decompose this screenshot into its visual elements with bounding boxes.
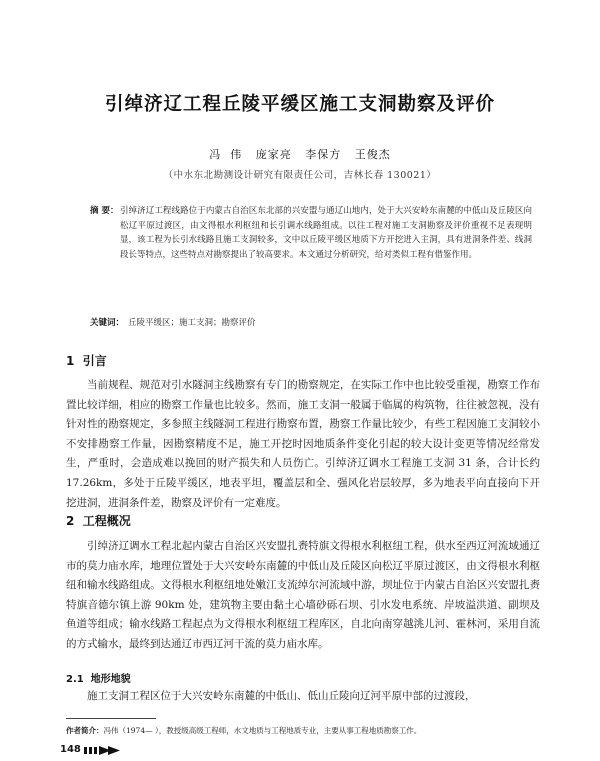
abstract-label: 摘 要： (90, 206, 119, 216)
section-1-body: 当前规程、规范对引水隧洞主线勘察有专门的勘察规定，在实际工作中也比较受重视，勘察工作布置比较详细，相应的勘察工作量也比较多。然而，施工支洞一般属于临属的构筑物，往往被忽视，没有针对性的勘察规定，多参照主线隧洞工程进行勘察布置，勘察工作量比较少，有些工程因施工支洞较小不安排勘察工作量，因勘察精度不足，施工开挖时因地质条件变化引起的较大设计变更等情况经常发生，严重时，会造成难以挽回的财产损失和人员伤亡。引绰济辽调水工程施工支洞 31 条，合计长约 17.26km，多处于丘陵平缓区，地表平坦，覆盖层和全、强风化岩层较厚，多为地表平向直接向下开挖进洞，进洞条件差，勘察及评价有一定难度。 (66, 379, 540, 509)
footnote-label: 作者简介： (66, 726, 104, 735)
page-number: 148 (60, 744, 81, 755)
footnote (66, 725, 421, 736)
keywords-label: 关键词： (90, 318, 125, 328)
footnote-text: 冯伟（1974— ），教授级高级工程师，水文地质与工程地质专业，主要从事工程地质勘察工作。 (103, 726, 422, 735)
author-list: 冯 伟 庞家亮 李保方 王俊杰 (209, 148, 391, 161)
paper-title: 引绰济辽工程丘陵平缓区施工支洞勘察及评价 (104, 94, 495, 115)
section-2-body: 引绰济辽调水工程北起内蒙古自治区兴安盟扎赉特旗文得根水利枢纽工程，供水至西辽河流域通辽市的莫力庙水库，地理位置处于大兴安岭东南麓的中低山及丘陵区向松辽平原过渡区，由文得根水利枢纽和输水线路组成。文得根水利枢纽地处嫩江支流绰尔河流域中游，坝址位于内蒙古自治区兴安盟扎赉特旗音德尔镇上游 90km 处，建筑物主要由黏土心墙砂砾石坝、引水发电系统、岸坡溢洪道、副坝及鱼道等组成；输水线路工程起点为文得根水利枢纽工程库区，自北向南穿越洮儿河、霍林河，采用自流的方式输水，最终到达通辽市西辽河干流的莫力庙水库。 (66, 540, 540, 650)
abstract-text: 引绰济辽工程线路位于内蒙古自治区东北部的兴安盟与通辽山地内，处于大兴安岭东南麓的中低山及丘陵区向松辽平原过渡区，由文得根水利枢纽和长引调水线路组成。以往工程对施工支洞勘察及评价重视不足表现明显，该工程为长引水线路且施工支洞较多，文中以丘陵平缓区地质下方开挖进入主洞，具有进洞条件差、线洞段长等特点，这些特点对勘察提出了较高要求。本文通过分析研究，给对类似工程有借鉴作用。 (120, 206, 532, 260)
subsection-2-1-body: 施工支洞工程区位于大兴安岭东南麓的中低山、低山丘陵向辽河平原中部的过渡段， (87, 690, 476, 702)
arrow-right-icon (83, 745, 121, 756)
subsection-2-1-heading: 2.1 地形地貌 (66, 674, 131, 685)
footnote-divider (66, 718, 156, 719)
affiliation: （中水东北勘测设计研究有限责任公司，吉林长春 130021） (163, 170, 437, 181)
section-1-heading: 1 引言 (66, 354, 107, 368)
keywords-text: 丘陵平缓区；施工支洞；勘察评价 (128, 318, 256, 328)
section-2-heading: 2 工程概况 (66, 514, 131, 528)
